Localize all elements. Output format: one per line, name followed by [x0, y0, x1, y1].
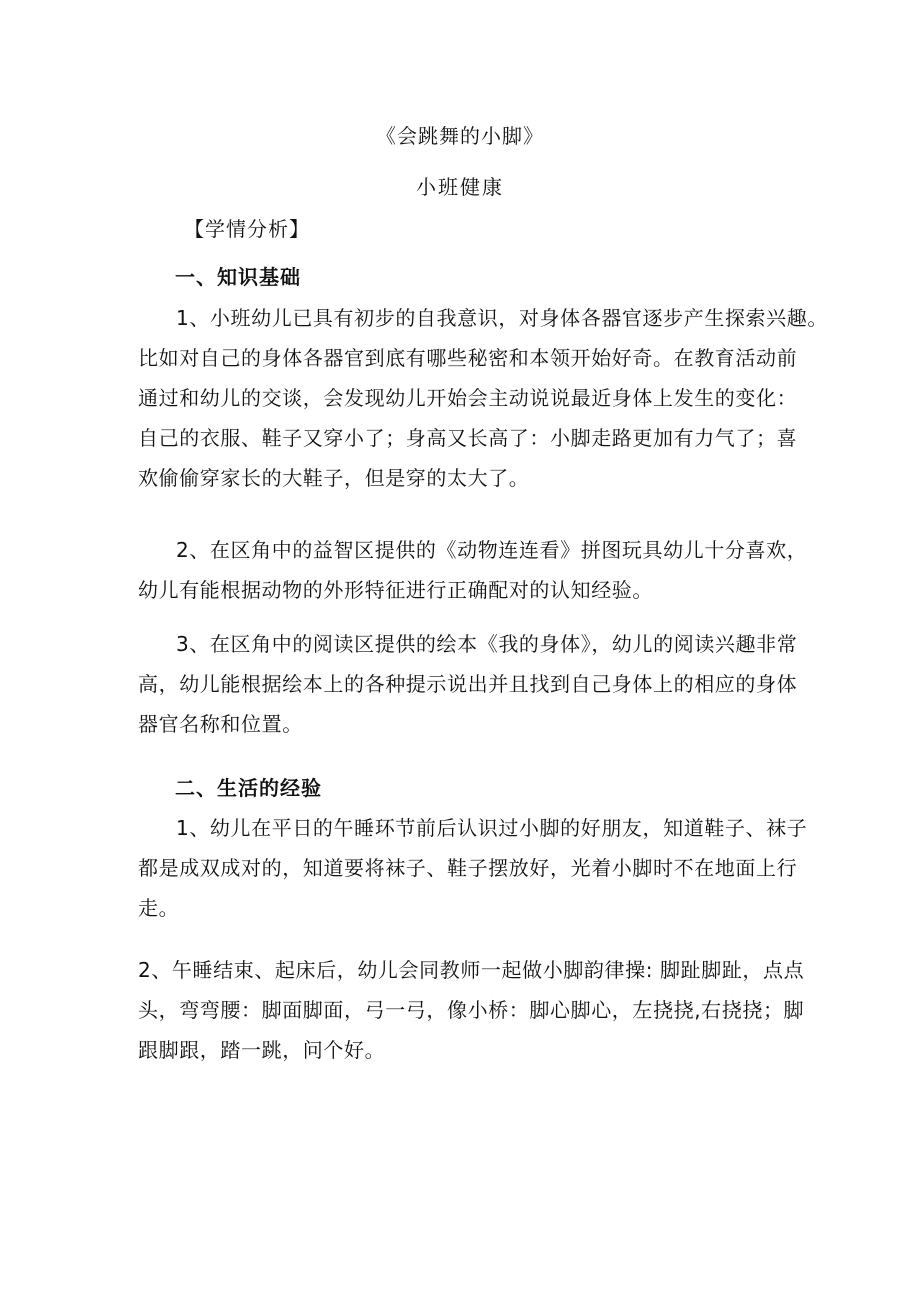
paragraph-line: 比如对自己的身体各器官到底有哪些秘密和本领开始好奇。在教育活动前: [138, 346, 798, 370]
paragraph-line: 都是成双成对的，知道要将袜子、鞋子摆放好，光着小脚时不在地面上行: [138, 856, 798, 880]
paragraph-line: 器官名称和位置。: [138, 712, 303, 736]
paragraph-line: 1、幼儿在平日的午睡环节前后认识过小脚的好朋友，知道鞋子、袜子: [176, 816, 808, 840]
paragraph-line: 幼儿有能根据动物的外形特征进行正确配对的认知经验。: [138, 578, 653, 602]
paragraph-knowledge-2: [138, 530, 808, 610]
paragraph-line: 通过和幼儿的交谈，会发现幼儿开始会主动说说最近身体上发生的变化：: [138, 386, 798, 410]
document-title: 《会跳舞的小脚》: [376, 124, 544, 148]
paragraph-line: 2、在区角中的益智区提供的《动物连连看》拼图玩具幼儿十分喜欢，: [176, 538, 808, 562]
paragraph-line: 1、小班幼儿已具有初步的自我意识，对身体各器官逐步产生探索兴趣。: [176, 306, 828, 330]
paragraph-life-2: [138, 950, 805, 1070]
paragraph-line: 自己的衣服、鞋子又穿小了；身高又长高了：小脚走路更加有力气了；喜: [138, 426, 798, 450]
section-heading-knowledge: 一、知识基础: [175, 265, 301, 289]
paragraph-life-1: [138, 808, 808, 928]
paragraph-line: 2、午睡结束、起床后，幼儿会同教师一起做小脚韵律操: 脚趾脚趾，点点: [138, 958, 805, 982]
paragraph-knowledge-3: [138, 624, 798, 744]
paragraph-line: 3、在区角中的阅读区提供的绘本《我的身体》，幼儿的阅读兴趣非常: [176, 632, 798, 656]
paragraph-line: 跟脚跟，踏一跳，问个好。: [138, 1038, 386, 1062]
document-subtitle: 小班健康: [416, 175, 504, 199]
paragraph-line: 欢偷偷穿家长的大鞋子，但是穿的太大了。: [138, 466, 530, 490]
paragraph-line: 头，弯弯腰：脚面脚面，弓一弓，像小桥：脚心脚心，左挠挠,右挠挠；脚: [138, 998, 805, 1022]
paragraph-line: 走。: [138, 896, 180, 920]
section-heading-life: 二、生活的经验: [175, 776, 322, 800]
paragraph-knowledge-1: [138, 298, 828, 498]
paragraph-line: 高，幼儿能根据绘本上的各种提示说出并且找到自己身体上的相应的身体: [138, 672, 798, 696]
section-label: 【学情分析】: [184, 217, 310, 241]
